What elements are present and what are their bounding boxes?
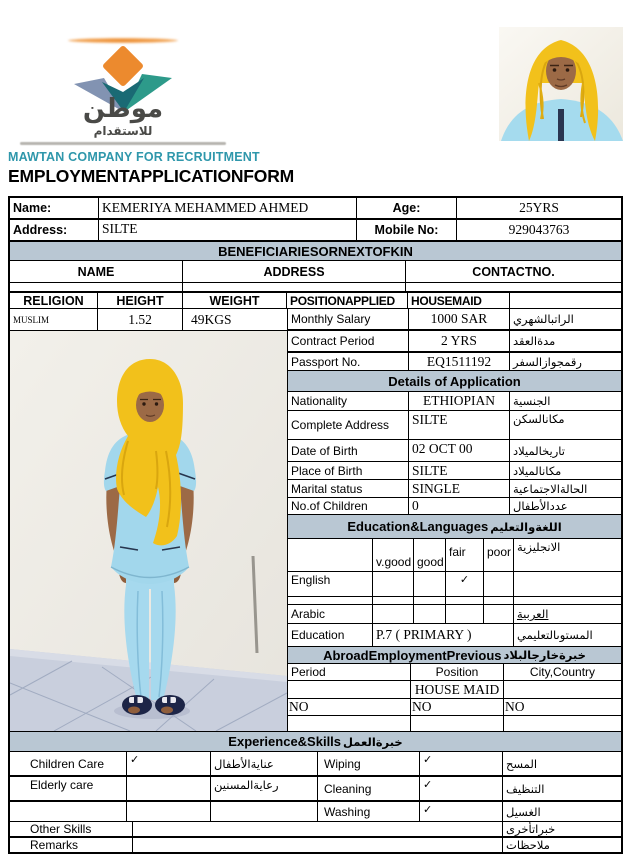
logo-bottom-line — [20, 142, 226, 145]
washing-check — [420, 802, 503, 821]
education-title-arabic: اللغةوالتعليم — [490, 519, 562, 534]
contract-period-value: 2 YRS — [409, 331, 510, 351]
arabic-vgood-cell — [373, 605, 414, 623]
other-skills-arabic: خبراتأخرى — [506, 822, 556, 836]
abroad-city-cell — [504, 681, 621, 698]
scale-poor-label: poor — [484, 539, 514, 571]
complete-address-value: SILTE — [409, 411, 510, 439]
beneficiary-name-header: NAME — [10, 261, 183, 282]
contract-period-arabic: مدةالعقد — [513, 334, 556, 348]
remarks-row — [10, 838, 621, 852]
education-label: Education — [288, 624, 373, 646]
arabic-arabic-cell: العربية — [517, 607, 549, 621]
height-value: 1.52 — [98, 309, 183, 330]
remarks-blank — [133, 838, 503, 852]
contract-period-row — [288, 331, 621, 353]
date-of-birth-row — [288, 440, 621, 462]
place-of-birth-row — [288, 462, 621, 480]
mobile-label: Mobile No: — [357, 220, 457, 240]
full-body-photo-cell — [10, 331, 287, 731]
check-mark: ✓ — [130, 753, 140, 766]
scale-good-label: good — [414, 539, 446, 571]
left-column — [10, 309, 288, 731]
beneficiaries-title: BENEFICIARIESORNEXTOFKIN — [218, 243, 413, 259]
date-of-birth-arabic: تاريخالميلاد — [513, 443, 565, 458]
abroad-position-header: Position — [411, 664, 504, 680]
elderly-care-arabic: رعايةالمسنين — [211, 777, 318, 800]
weight-value: 49KGS — [191, 311, 232, 327]
name-age-row — [10, 198, 621, 220]
complete-address-label: Complete Address — [288, 411, 409, 439]
children-count-arabic: عددالأطفال — [513, 499, 568, 513]
arabic-language-row — [288, 605, 621, 624]
arabic-fair-cell — [446, 605, 484, 623]
passport-value: EQ1511192 — [409, 353, 510, 370]
abroad-empty-row — [288, 716, 621, 731]
check-mark: ✓ — [423, 803, 433, 816]
abroad-no-city: NO — [505, 699, 525, 714]
beneficiary-contact-cell — [406, 283, 621, 291]
beneficiary-name-cell — [10, 283, 183, 291]
age-label: Age: — [357, 198, 457, 218]
marital-status-row — [288, 480, 621, 498]
company-name: MAWTAN COMPANY FOR RECRUITMENT — [8, 150, 260, 164]
scale-vgood-label: v.good — [373, 539, 414, 571]
remarks-arabic: ملاحظات — [506, 838, 550, 852]
cleaning-check — [420, 777, 503, 800]
abroad-header-row — [288, 664, 621, 681]
cleaning-label: Cleaning — [318, 777, 420, 800]
applicant-portrait-photo — [499, 27, 623, 141]
right-column — [288, 309, 621, 731]
nationality-label: Nationality — [288, 392, 409, 410]
experience-section-header — [10, 732, 621, 752]
washing-arabic: الغسيل — [506, 804, 541, 819]
abroad-period-cell — [288, 681, 411, 698]
position-applied-label: POSITIONAPPLIED — [287, 293, 408, 308]
form-title: EMPLOYMENTAPPLICATIONFORM — [8, 166, 295, 186]
monthly-salary-value: 1000 SAR — [409, 309, 510, 329]
height-label: HEIGHT — [98, 293, 183, 308]
abroad-city-header: City,Country — [529, 665, 596, 679]
scale-fair-label: fair — [446, 539, 484, 571]
applicant-full-photo — [10, 331, 287, 731]
place-of-birth-arabic: مكانالميلاد — [513, 463, 562, 478]
english-fair-cell — [446, 572, 484, 596]
abroad-no-period: NO — [288, 699, 411, 715]
education-section-header — [288, 515, 621, 539]
logo-top-glow — [68, 38, 178, 43]
place-of-birth-value: SILTE — [409, 462, 510, 479]
english-poor-cell — [484, 572, 514, 596]
elderly-care-label: Elderly care — [10, 777, 127, 800]
vitals-values-row — [10, 309, 287, 331]
abroad-title-arabic: خبرةخارجالبلاد — [503, 648, 586, 662]
english-vgood-cell — [373, 572, 414, 596]
position-applied-value: HOUSEMAID — [408, 293, 510, 308]
age-value: 25YRS — [519, 200, 559, 215]
weight-label: WEIGHT — [183, 293, 287, 308]
education-level-row — [288, 624, 621, 647]
company-logo — [44, 30, 202, 146]
abroad-period-header: Period — [288, 664, 411, 680]
education-value: P.7 ( PRIMARY ) — [373, 624, 514, 646]
position-arabic-cell — [510, 293, 621, 308]
english-good-cell — [414, 572, 446, 596]
address-value: SILTE — [99, 220, 357, 240]
details-title: Details of Application — [388, 373, 521, 389]
date-of-birth-label: Date of Birth — [288, 440, 409, 461]
other-skills-label: Other Skills — [10, 822, 133, 836]
children-count-row — [288, 498, 621, 515]
application-form — [8, 196, 623, 854]
other-skills-row — [10, 822, 621, 838]
complete-address-row — [288, 411, 621, 440]
photo-details-split — [10, 309, 621, 732]
wiping-check — [420, 752, 503, 775]
arabic-poor-cell — [484, 605, 514, 623]
abroad-position-value: HOUSE MAID — [411, 681, 504, 698]
children-count-value: 0 — [409, 498, 510, 514]
education-arabic-cell: المستوىالتعليمي — [517, 628, 593, 642]
children-care-arabic: عنايةالأطفال — [211, 752, 318, 775]
washing-row — [10, 802, 621, 822]
marital-status-arabic: الحالةالاجتماعية — [513, 481, 588, 496]
children-count-label: No.of Children — [288, 498, 409, 514]
marital-status-value: SINGLE — [409, 480, 510, 497]
other-skills-blank — [133, 822, 503, 836]
beneficiary-contact-header: CONTACTNO. — [472, 264, 555, 279]
passport-label: Passport No. — [288, 353, 409, 370]
details-section-header — [288, 371, 621, 392]
abroad-title: AbroadEmploymentPrevious — [323, 647, 502, 663]
monthly-salary-arabic: الراتبالشهري — [513, 312, 574, 326]
beneficiaries-header-row — [10, 261, 621, 283]
place-of-birth-label: Place of Birth — [288, 462, 409, 479]
english-arabic-cell — [514, 572, 621, 596]
nationality-row — [288, 392, 621, 411]
check-mark: ✓ — [423, 778, 433, 791]
wiping-arabic: المسح — [506, 756, 538, 771]
nationality-value: ETHIOPIAN — [409, 392, 510, 410]
complete-address-arabic: مكانالسكن — [513, 412, 565, 426]
check-mark: ✓ — [423, 753, 433, 766]
abroad-section-header — [288, 647, 621, 664]
contract-period-label: Contract Period — [288, 331, 409, 351]
elderly-care-check — [127, 777, 211, 800]
education-title: Education&Languages — [347, 519, 489, 534]
experience-title: Experience&Skills — [228, 734, 342, 749]
beneficiaries-empty-row — [10, 283, 621, 293]
abroad-no-position: NO — [411, 699, 504, 715]
arabic-label: Arabic — [288, 605, 373, 623]
name-label: Name: — [10, 198, 99, 218]
english-label: English — [288, 572, 373, 596]
beneficiary-address-cell — [183, 283, 406, 291]
wiping-label: Wiping — [318, 752, 420, 775]
remarks-label: Remarks — [10, 838, 133, 852]
children-care-label: Children Care — [10, 752, 127, 775]
washing-label: Washing — [318, 802, 420, 821]
arabic-good-cell — [414, 605, 446, 623]
date-of-birth-value: 02 OCT 00 — [409, 440, 510, 461]
elderly-cleaning-row — [10, 777, 621, 802]
monthly-salary-row — [288, 309, 621, 331]
address-label: Address: — [10, 220, 99, 240]
language-blank-header — [288, 539, 373, 571]
religion-label: RELIGION — [10, 293, 98, 308]
check-mark: ✓ — [459, 573, 470, 586]
cleaning-arabic: التنظيف — [506, 781, 545, 796]
language-scale-header-row — [288, 539, 621, 572]
childcare-wiping-row — [10, 752, 621, 777]
address-mobile-row — [10, 220, 621, 242]
marital-status-label: Marital status — [288, 480, 409, 497]
name-value: KEMERIYA MEHAMMED AHMED — [99, 198, 357, 218]
beneficiaries-section-header — [10, 242, 621, 261]
beneficiary-address-header: ADDRESS — [183, 261, 406, 282]
children-care-check — [127, 752, 211, 775]
english-row — [288, 572, 621, 597]
experience-title-arabic: خبرةالعمل — [343, 734, 403, 749]
passport-arabic: رقمجوازالسفر — [513, 354, 582, 369]
passport-row — [288, 353, 621, 371]
nationality-arabic: الجنسية — [513, 394, 551, 408]
mobile-value: 929043763 — [508, 222, 570, 237]
english-arabic-header: الانجليزية — [517, 540, 561, 554]
abroad-position-row — [288, 681, 621, 699]
abroad-no-row — [288, 699, 621, 716]
logo-wordmark: موطن — [82, 94, 164, 124]
language-spacer-row — [288, 597, 621, 605]
monthly-salary-label: Monthly Salary — [288, 309, 409, 329]
vitals-header-row — [10, 293, 621, 309]
logo-tagline: للاستقدام — [93, 124, 153, 138]
religion-value: MUSLIM — [10, 309, 98, 330]
